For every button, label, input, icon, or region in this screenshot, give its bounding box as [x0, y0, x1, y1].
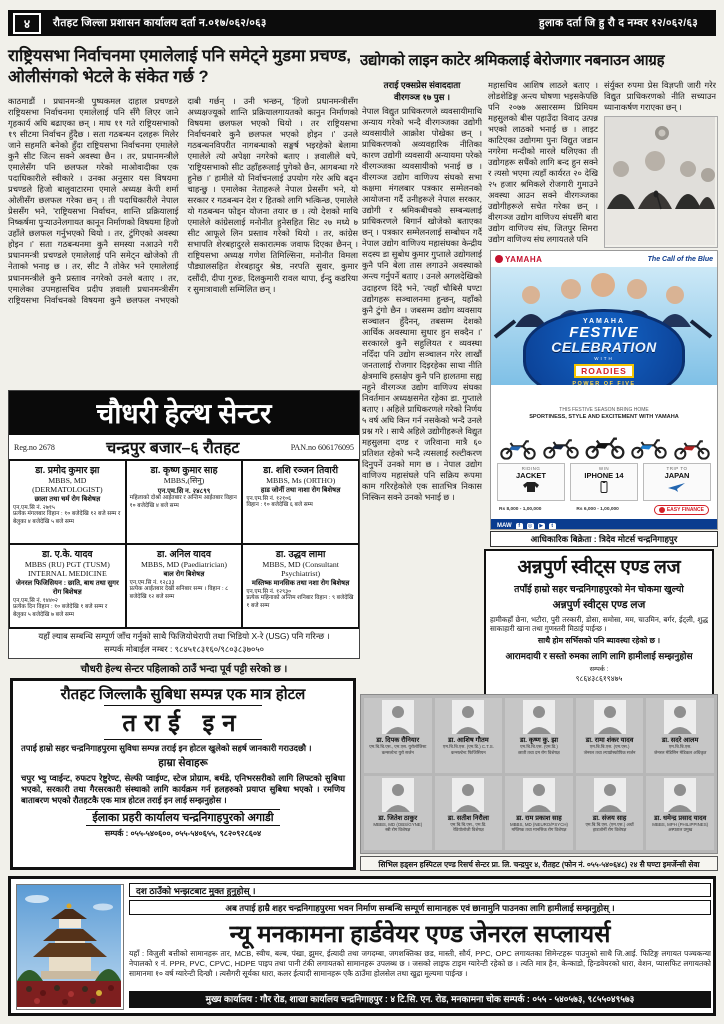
doctor-portrait — [382, 778, 414, 812]
prize-row — [491, 461, 717, 503]
doctor-schedule: प्रत्येक महिनाको अन्तिम शनिबार विहान : ९ बजेदेखि १ बजे सम्म — [246, 595, 354, 609]
industry-column-2: महासचिव आशिष लाठले बताए । लोडशेडिङ्ग अन्त्य घोषणा भइसकेपछि पनि २०७७ असारसम्म प्रिमियम महसुलको बीस पहाउँदा विवाद उत्पन्न भएको लाठको भनाई छ । लाइट काटिएका उद्योगमा पुनः विद्युत जडान नगरेमा मन्दीको मारले थलिएका ती उद्योगहरू सधैंको लागि बन्द हुन सक्ने र त्यसो भएमा त्यहाँ कार्यरत २० देखि २५ हजार श्रमिकले रोजगारी गुमाउने अवस्था आउन सक्ने वीरगञ्जका उद्योगीहरूले सचेत गरेका छन् । वीरगञ्ज उद्योग वाणिज्य संघसँगै बारा उद्योग वाणिज्य संघ, जितपुर सिमरा उद्योग वाणिज्य संघ लगायतले पनि — [488, 80, 598, 245]
grid-doctor-line: मष्तिष्क तथा मानसिक रोग विशेषज्ञ — [511, 827, 567, 832]
grid-doctor-line: स्त्री रोग विशेषज्ञ — [385, 827, 411, 832]
doctor-name: डा. अनिल यादव — [156, 549, 211, 559]
health-center-title: चौधरी हेल्थ सेन्टर — [9, 391, 359, 435]
doctor-qualification: MBBS, Ms (ORTHO) — [266, 476, 336, 485]
grid-doctor-line: जेनरल तथा ल्याप्रोस्कोपिक सर्जन — [583, 749, 636, 755]
tarai-inn-services-title: हाम्रा सेवाहरू — [158, 756, 208, 769]
doctor-card — [9, 460, 126, 544]
doctor-portrait — [523, 778, 555, 812]
hardware-top-line: दश ठाउँको भन्झटबाट मुक्त हुनुहोस् । — [129, 883, 711, 897]
doctor-portrait — [382, 700, 414, 734]
doctor-schedule: महिलाको दोश्रो आईतबार र अन्तिम आईतबार विहान १० बजेदेखि ४ बजे सम्म — [129, 495, 237, 509]
yamaha-hero-image — [491, 267, 717, 385]
grid-doctor-line: एम.बि.बि.एस., एम.डि. — [450, 821, 487, 827]
doctor-photo-card — [364, 698, 432, 773]
price-strip — [491, 503, 717, 517]
health-contact: सम्पर्क मोबाईल नम्बर : ९८४५१८३१६०/९८०३८३७०५० — [103, 644, 265, 654]
facebook-icon: f — [516, 523, 523, 530]
twitter-icon: t — [549, 523, 556, 530]
grid-doctor-name: डा. सदरे आलम — [661, 737, 699, 744]
press-photo-graphic — [605, 117, 715, 245]
doctor-photo-card — [435, 698, 503, 773]
grid-doctor-line: छाती तथा दम रोग विशेषज्ञ — [518, 749, 560, 755]
doctor-schedule: प्रत्येक दिन विहान : १० बजेदेखि १ बजे सम्म र बेलुका ५ बजेदेखि ७ बजे सम्म — [13, 604, 108, 618]
annapurna-phone: ९८६४३८६१९४७५ — [575, 673, 623, 683]
doctor-reg-no: एन.एम.सि नं. १४४०२ — [13, 598, 58, 604]
annapurna-line1: तपाँई हाम्रो सहर चन्द्रनिगाहपुरको मेन चोकमा खुल्यो — [514, 584, 684, 594]
temple-graphic — [17, 885, 121, 1007]
tarai-inn-contact: सम्पर्क : ०५५-५४०६००, ०५५-५४०६५५, ९८२०९२८६०४ — [104, 828, 262, 838]
yamaha-ad-header — [491, 251, 717, 267]
doctor-qualification: MBBS,(सिनु) — [163, 476, 205, 485]
annapurna-rooms-line: आरामदायी र सस्तो रुमका लागि लागि हामीलाई सम्झनुहोस — [505, 650, 693, 661]
grid-doctor-name: डा. सतीश निरौला — [447, 814, 489, 822]
doctor-schedule: प्रत्येक आईतबार देखी सनिबार सम्म । विहान : ८ बजेदेखि १२ बजे सम्म — [129, 586, 229, 600]
hardware-sub-line: अब तपाई हाम्रै शहर चन्द्रनिगाहपुरमा भवन निर्माण सम्बन्धि सम्पूर्ण सामानहरू एवं छानामुनि पाउनका लागि हामीलाई सम्झनुहोस् । — [129, 900, 711, 915]
byline-dateline: वीरगञ्ज १७ पुस । — [393, 91, 451, 102]
doctor-photo-card — [505, 698, 573, 773]
doctor-card — [242, 544, 359, 628]
grid-doctor-line: MBBS, MPH (PHILIPPINES) — [652, 821, 709, 827]
motorcycle-icon — [541, 433, 581, 461]
jacket-icon — [521, 481, 541, 493]
badge-with: WITH — [594, 355, 614, 361]
prize-japan-name: JAPAN — [664, 470, 690, 480]
doctor-name: डा. ए.के. यादव — [42, 549, 93, 559]
grid-doctor-name: डा. धमेन्द्र प्रसाद यादव — [654, 814, 707, 822]
grid-doctor-name: डा. आशिष गौतम — [448, 737, 489, 744]
dealer-line: आधिकारिक बिक्रेता : त्रिदेव मोटर्स चन्द्रनिगाहपुर — [490, 531, 718, 547]
hardware-ad — [8, 876, 716, 1016]
youtube-icon: ▶ — [539, 522, 544, 529]
doctor-portrait — [594, 778, 626, 812]
grid-doctor-line: रेडियोलोजी विशेषज्ञ — [453, 827, 484, 832]
page-number: ४ — [13, 13, 41, 34]
grid-doctor-line: कन्सल्टेन्ट युरो सर्जन — [381, 749, 414, 755]
prize-jacket-name: JACKET — [515, 470, 546, 480]
masthead — [8, 10, 716, 36]
doctor-portrait — [452, 778, 484, 812]
grid-doctor-name: डा. राम प्रकाश साह — [516, 814, 562, 822]
easy-finance-pill — [654, 505, 709, 515]
grid-doctor-line: एम.बि.बि.एस. — [668, 744, 692, 749]
doctor-photo-card — [364, 776, 432, 851]
tarai-inn-name: तराई इन — [104, 705, 261, 740]
doctor-card — [126, 544, 243, 628]
grid-doctor-line: एम.बि.बि.एस., एम.एस. युरोलोजिस्ट — [369, 744, 427, 749]
doctor-speciality: एन.एम.सि न. २४८९९ — [157, 488, 211, 495]
doctor-photo-card — [646, 776, 714, 851]
doctor-name: डा. शशि रञ्जन तिवारी — [263, 465, 339, 475]
annapurna-body: हामीकहाँ छेना, भटौरा, पुरी तरकारी, डोसा, समोसा, मम, चाउमिन, बर्गर, ईट्ली, शुद्ध साकाहारी खाना तथा गुणस्तरी मिठाई पाईन्छ । — [490, 615, 708, 634]
doctor-reg-no: एन.एम.सि नं. १२८३३ — [129, 580, 175, 586]
health-reg-number: Reg.no 2678 — [14, 442, 55, 452]
temple-photo — [16, 884, 124, 1010]
doctor-speciality: हाड जोर्नी तथा नाशा रोग बिशेषज्ञ — [260, 487, 341, 494]
hardware-body: यहाँ : विजुली बत्तीको सामानहरू तार, MCB, स्वीच, बल्ब, पंखा, झुमर, ईत्यादी तथा जगदम्बा, जगशक्तिका छड, मास्ती, सौर्य, PPC, OPC लगायतका सिमेन्टहरू पाउनुको साथै जि.आई. फिटिङ्ग लगायत पञ्चकन्या नेपालको १ नं. PPR, PVC, CPVC, HDPE पाइप तथा पानी टंकी लगायतको सामानहरू उपलब्ध छ । जसको लाइफ टाइम ग्यारेन्टी रहेको छ । त्यति मात्र हैन, केन्काडो, हिन्डवेयरको धारा, वेशन, प्यासफिट लगायतको सामानमा १० वर्ष ग्यारेन्टी दिन्छौ । त्यसैगरी सूर्यका धारा, कलर ईत्यादी सामानहरू एकै ठाउँमा होलसेल तथा खुद्रा मूल्यमा पाईन्छ । — [129, 949, 711, 979]
doctor-photo-card — [646, 698, 714, 773]
grid-doctor-line: कन्सल्टेन्ट फिजिसियन — [451, 749, 486, 755]
grid-doctor-line: MBBS, MD (OBS/GYNE) — [373, 821, 423, 827]
tarai-inn-headline: रौतहट जिल्लाकै सुबिधा सम्पन्न एक मात्र होटल — [60, 686, 306, 703]
lead-body: काठमाडौं । प्रधानमन्त्री पुष्पकमल दाहाल प्रचण्डले राष्ट्रियसभा निर्वाचनमा एमालेलाई पनि सँगै लिएर जाने गृहकार्य अघि बढाएका छन् । माघ ११ गते राष्ट्रियसभाको १९ सीटमा निर्वाचन हुँदैछ । सता गठबन्धन दलहरू मिलेर जाने सहमति बनेको हुँदा राष्ट्रियसभा निर्वाचनमा एमालेले कुनै सीट जित्न सक्ने अवस्था छैन । तर, प्रधानमन्त्रीले एमालेसँग पनि छलफल गरेको माओवादीका एक पदाधिकारीले स्वीकारे । उनका अनुसार यस विषयमा प्रचण्डले हिजो बालुवाटारमा एमाले अध्यक्ष केपी शर्मा ओलीसँग छलफल गरेका छन् । ती पदाधिकारीले नेपाल प्रेससँग भने, 'राष्ट्रियसभा निर्वाचन, शान्ति प्रक्रियालाई निष्कर्षमा पुऱ्याउनेलगायत कानून निर्माणको विषयमा हिजो उहाँले छलफल गर्नुभएको थियो । तर, टुंगिएको अवस्था होइन ।' सता गठबन्धनमा कुनै समस्या नआउने गरी प्रधानमन्त्री प्रचण्डले एमालेलाई पनि समेट्न खोजेको ती नेताको भनाइ छ । तर, सीट नै तोकेर भने एमालेलाई प्रधानमन्त्रीले कुनै प्रस्ताव नगरेको उनले बताए । तर, एमालेका उपमहासचिव प्रदीप ज्ञवाली प्रधानमन्त्रीसँग राष्ट्रियसभा निर्वाचनको विषयमा कुनै छलफल नभएको दाबी गर्छन् । उनी भन्छन्, 'हिजो प्रधानमन्त्रीसँग अध्यक्षज्यूको शान्ति प्रक्रियालगायतको कानुन निर्माणको विषयमा छलफल भएको थियो । तर राष्ट्रियसभा निर्वाचनबारे कुनै छलफल भएको होइन ।' उनले गठबन्धनविपरीत नागबन्धाको सङ्घर्ष भइरहेको बेलामा एमालेले त्यो अपेक्षा नगरेको बताए । ज्ञवालीले थपे, 'राष्ट्रियसभाको सीट उहाँहरूलाई पुगेको छैन, आगबन्धा गरे हुनेछ ।' हामीले यो निर्वाचनलाई उपयोग गरेर अघि बढ्न चाहन्छु । एमालेका नेताहरूले नेपाल प्रेससँग भने, यो सरकार र गठबन्धन देश र हितको लागि भत्किन्छ, एमालेले यो गठबन्धन फोड्न योजना तयार छ । त्यो देशको माथि एमालेले कांग्रेसलाई मनोनीत हुनेसहित सिट २७ मध्ये ७ सीट आफूले लिन प्रस्ताव गरेको थियो । तर, कांग्रेस सभापति शेरबहादुरले सकारात्मक जवाफ दिएका छैनन् । राष्ट्रियसभा अध्यक्ष गणेश तिमिल्सिना, मनोनीत विमला पौड्यालसहित शेरबहादुर श्रेष्ठ, नरपति सुवार, कुमार दसौंदी, दीपा गुरुङ, दिलकुमारी रावल थापा, ईन्दु कडरिया र सुमात्रावाली सम्मिलित छन् । — [8, 96, 358, 305]
motorcycle-icon — [583, 431, 627, 461]
grid-doctor-line: हाडजोर्नी रोग विशेषज्ञ — [592, 827, 627, 832]
doctor-qualification: MBBS, MD (Consultant Psychiatrist) — [262, 560, 339, 578]
doctor-reg-no: एन.एम.सि नं. २७१५ — [13, 505, 55, 511]
annapurna-contact-label: सम्पर्क : — [589, 665, 609, 673]
tarai-inn-ad — [10, 678, 356, 870]
health-moved-note: चौधरी हेल्थ सेन्टर पहिलाको ठाउँ भन्दा पूर्व पट्टी सरेको छ । — [80, 664, 288, 675]
doctor-schedule: प्रत्येक मंगलबार विहान : १० बजेदेखि १२ बजे सम्म र बेलुका ४ बजेदेखि ५ बजे सम्म — [13, 511, 121, 525]
doctor-table — [9, 459, 359, 628]
health-center-ad — [8, 390, 360, 659]
festive-celebration-badge — [523, 309, 685, 385]
doctor-photo-card — [576, 776, 644, 851]
prize-iphone — [570, 463, 638, 501]
grid-doctor-line: एम.बि.बि.एस. (एम.डि.) C.T.S. — [442, 744, 494, 749]
hospital-doctor-grid — [360, 694, 718, 854]
badge-celebration: CELEBRATION — [551, 339, 657, 355]
press-conference-photo — [604, 116, 718, 248]
hospital-caption: सिभिल हड्सन हस्पिटल एण्ड रिसर्च सेन्टर प्रा. लि. चन्द्रपुर ४, रौतहट (फोन नं. ०५५-५४०६४८) २४ सै घण्टा इमर्जेन्सी सेवा — [360, 856, 718, 871]
doctor-speciality: छाला तथा चर्म रोग बिशेषज्ञ — [34, 496, 101, 503]
industry-byline — [362, 80, 482, 103]
lab-note: यहाँ ल्याब सम्बन्धि सम्पूर्ण जाँच गर्नुको साथै फिजियोथेरापी तथा भिडियो X-रे (USG) पनि गरिन्छ । — [9, 628, 359, 644]
registration-left: रौतहट जिल्ला प्रशासन कार्यालय दर्ता न.०१७/०६२/०६३ — [53, 17, 267, 29]
tarai-inn-services: चपुर भ्यु प्वाईन्ट, रुफटप रेष्टुरेण्ट, सेल्फी प्वाईण्ट, स्टेज प्रोग्राम, बर्थडे, एनिभरसरीको लागि लिफ्टको सुबिधा भएको, सरकारी तथा गैरसरकारी संस्थाको लागि कार्यक्रम गर्न हलहरुको प्रयाप्त सुबिधा भएको । रमणिय बाताबरण भएको रौतहटकै एक मात्र होटल तराई इन लाई सम्झनुहोस । — [21, 772, 345, 805]
grid-doctor-line: MBBS, MD (NEURO/PSYCH) — [509, 821, 569, 827]
grid-doctor-name: डा. जितेश ठाकुर — [378, 814, 418, 822]
doctor-reg-no: एन.एम.सि नं. १२१०६ — [246, 496, 292, 502]
badge-brand: YAMAHA — [582, 318, 626, 325]
doctor-name: डा. प्रमोद कुमार झा — [35, 465, 100, 475]
tarai-inn-intro: तपाई हाम्रो सहर चन्द्रनिगाहपुरमा सुविधा सम्पन्न तराई इन होटल खुलेको सहर्ष जानकारी गराउदछौ । — [21, 743, 312, 753]
doctor-reg-no: एन.एम.सि नं. १२९३० — [246, 589, 292, 595]
tagline-line1: THIS FESTIVE SEASON BRING HOME — [559, 407, 649, 413]
doctor-photo-card — [505, 776, 573, 851]
grid-doctor-line: एम.बि.बि.एस. (एम.एस.) अर्थो — [585, 821, 634, 827]
prize-jacket — [497, 463, 565, 501]
yamaha-brand-text: YAMAHA — [505, 254, 543, 264]
price-range-2: Rs 6,000 - 1,00,000 — [576, 507, 619, 513]
doctor-portrait — [664, 700, 696, 734]
doctor-name: डा. कृष्ण कुमार साह — [150, 465, 218, 475]
easy-finance-text: EASY FINANCE — [666, 506, 704, 513]
byline-agency: तराई एक्सप्रेस संवाददाता — [383, 80, 461, 90]
motorcycle-icon — [629, 433, 669, 461]
grid-doctor-name: डा. कृष्ण कु. झा — [519, 737, 559, 744]
annapurna-title: अन्नपुर्ण स्वीट्स एण्ड लज — [517, 557, 681, 578]
lead-headline: राष्ट्रियसभा निर्वाचनमा एमालेलाई पनि समेट्ने मुडमा प्रचण्ड, ओलीसंगको भेटले के संकेत गर्छ ? — [8, 47, 351, 87]
grid-doctor-name: डा. दिपक रौनियार — [376, 737, 420, 744]
doctor-speciality: मस्तिष्क मानसिक तथा नशा रोग बिशेषज्ञ — [251, 580, 350, 587]
annapurna-line2: अन्नपुर्ण स्वीट्स एण्ड लज — [552, 599, 646, 611]
hardware-footer: मुख्य कार्यालय : गौर रोड, शाखा कार्यालय चन्द्रनिगाहपुर : ४ टि.सि. एन. रोड, मनकामना चोक सम्पर्क : ०५५ - ५४०५७३, ९८५५०४९५७३ — [129, 991, 711, 1008]
yamaha-ad — [490, 250, 718, 530]
grid-doctor-line: अस्पताल प्रमुख — [668, 827, 693, 832]
badge-festive: FESTIVE — [569, 324, 639, 341]
doctor-photo-card — [435, 776, 503, 851]
tagline-line2: SPORTINESS, STYLE AND EXCITEMENT WITH YAMAHA — [529, 413, 679, 420]
roadies-label: ROADIES — [574, 364, 634, 378]
doctor-portrait — [664, 778, 696, 812]
motorcycle-lineup — [491, 421, 717, 461]
registration-right: हुलाक दर्ता जि हु रौ द नम्वर १२/०६२/६३ — [539, 17, 698, 29]
call-of-the-blue-slogan: The Call of the Blue — [647, 255, 713, 263]
industry-column-1: नेपाल विद्युत प्राधिकरणले व्यवसायीमाथि अन्याय गरेको भन्दै वीरगञ्जका उद्योगी व्यवसायीले आक्रोश पोखेका छन् । प्राधिकरणको अव्यवहारिक नीतिका कारण उद्योगी व्यवसायी अन्यायमा परेको वीरगञ्जका व्यवसायीको भनाई छ । वीरगञ्ज उद्योग वाणिज्य संघको सभा कक्षमा मंगलबार पत्रकार सम्मेलनको आयोजना गर्दै उनीहरूले नेपाल सरकार, उद्योगी र श्रमिकबीचको सम्बन्धलाई प्राधिकरणले बिगार्न खोजेको बताएका छन् । पत्रकार सम्मेलनलाई सम्बोधन गर्दै नेपाल उद्योग वाणिज्य महासंघका केन्द्रीय सदस्य डा सुबोध कुमार गुप्ताले उद्योगलाई कुनै पनि बेला तास लगाउने अवस्थाको अन्त्य गर्नुपर्ने बताए । उनले अगलदेखिको उदाहरण दिंदै भने, 'त्यहाँ चौबिसै घण्टा उद्योगहरू सञ्चालनमा हुन्छन्, यहाँको कुनै टुंगो छैन । जबसम्म उद्योग व्यवसाय सञ्चालन हुँदैनन्, तबसम्म देशको आर्थिक अवस्थामा सुधार हुन सक्दैन ।' सरकारले कुनै सहुलियत र व्यवस्था नदिँदा पनि उद्योग सञ्चालन गरेर लाखौं जनतालाई रोजगार दिइरहेका साथा नीति क्षेत्रमाथि हस्तक्षेप कुनै पनि हालतमा सह्य नहुने वीरगञ्ज उद्योग वाणिज्य संघका निवर्तमान अध्यक्षसमेत रहेका डा. गुप्ताले बताए । अहिले प्राधिकरणले गरेको निर्णय ५ वर्ष अघि किन गर्न नसकेको भन्दै उनले प्रश्न गरे । साथै अहिले उद्योगीहरूले विद्युत महसुलमा दण्ड र जरिवाना मात्रै ६० प्रतिशत रहेको भन्दै त्यसलाई रुल्टीकरण दिनुपर्ने उनको माग छ । नेपाल उद्योग वाणिज्य महासंघले पनि सक्रिय रूपमा काम गरिरहेकोले एक सातभित्र निकास निस्किन सक्ने उनको भनाई छ । — [362, 106, 482, 503]
doctor-card — [9, 544, 126, 628]
doctor-portrait — [523, 700, 555, 734]
doctor-speciality: जेनरल फिजिसियन : छाति, बाथ तथा सुगर रोग बिशेषज्ञ — [15, 580, 119, 596]
prize-jacket-label: RIDING — [521, 465, 541, 471]
maw-logo-text: MAW — [497, 523, 512, 530]
tarai-inn-location: ईलाका प्रहरी कार्यालय चन्द्रनिगाहपुरको अगाडी — [86, 809, 279, 826]
health-center-info-row — [9, 435, 359, 459]
doctor-qualification: MBBS, MD (Paediatrician) — [141, 560, 227, 569]
annapurna-sweets-ad — [484, 549, 714, 696]
motorcycle-icon — [498, 435, 538, 461]
prize-iphone-label: WIN — [598, 465, 610, 471]
health-address: चन्द्रपुर बजार–६ रौतहट — [106, 440, 240, 457]
motorcycle-icon — [672, 435, 712, 461]
doctor-portrait — [594, 700, 626, 734]
doctor-photo-card — [576, 698, 644, 773]
doctor-schedule: विहान : १० बजेदेखि ६ बजे सम्म — [246, 502, 313, 508]
price-range-1: Rs 8,000 - 1,00,000 — [499, 507, 542, 513]
grid-doctor-line: एम.बि.बि.एस. (एम.एस.) — [589, 744, 630, 749]
prize-japan-label: TRIP TO — [666, 465, 688, 471]
grid-doctor-line: जेनरल मेडिसिन मेडिकल अधिकृत — [654, 749, 707, 755]
power-of-five-label: POWER OF FIVE — [572, 380, 636, 385]
doctor-name: डा. उद्धव लामा — [275, 549, 326, 559]
instagram-icon: ◎ — [527, 522, 533, 529]
hardware-title: न्यू मनकामना हार्डवेयर एण्ड जेनरल सप्लायर्स — [229, 921, 611, 948]
health-pan-number: PAN.no 606176095 — [290, 442, 354, 452]
prize-iphone-name: IPHONE 14 — [584, 470, 624, 480]
yamaha-footer-strip — [491, 519, 717, 530]
doctor-speciality: बाल रोग बिशेषज्ञ — [163, 571, 205, 578]
yamaha-logo — [495, 255, 542, 264]
finance-logo-icon — [659, 507, 665, 513]
airplane-icon — [667, 481, 687, 493]
doctor-card — [126, 460, 243, 544]
industry-headline: उद्योगको लाइन काटेर श्रमिकलाई बेरोजगार नबनाउन आग्रह — [360, 52, 665, 69]
doctor-card — [242, 460, 359, 544]
doctor-qualification: MBBS, MD (DERMATOLOGIST) — [32, 476, 103, 494]
grid-doctor-name: डा. रामा शंकर यादव — [585, 737, 634, 744]
tuning-fork-icon — [495, 255, 503, 263]
doctor-qualification: MBBS (RU) PGT (TUSM) INTERNAL MEDICINE — [24, 560, 110, 578]
industry-column-3: संर्युक्त रुपमा प्रेस विज्ञप्ती जारी गरेर विद्युत प्राधिकरणको नीति सच्याउन ध्यानाकर्षण गराएका छन् । — [604, 80, 716, 113]
iphone-icon — [594, 481, 614, 493]
prize-japan — [643, 463, 711, 501]
yamaha-tagline — [491, 407, 717, 421]
annapurna-home-service: साथै होम सर्भिसको पनि ब्यावस्था रहेको छ । — [537, 635, 661, 645]
grid-doctor-line: एम.बि.बि.एस. (एम.डि.) — [520, 744, 558, 749]
grid-doctor-name: डा. संजय साह — [592, 814, 627, 822]
doctor-portrait — [452, 700, 484, 734]
